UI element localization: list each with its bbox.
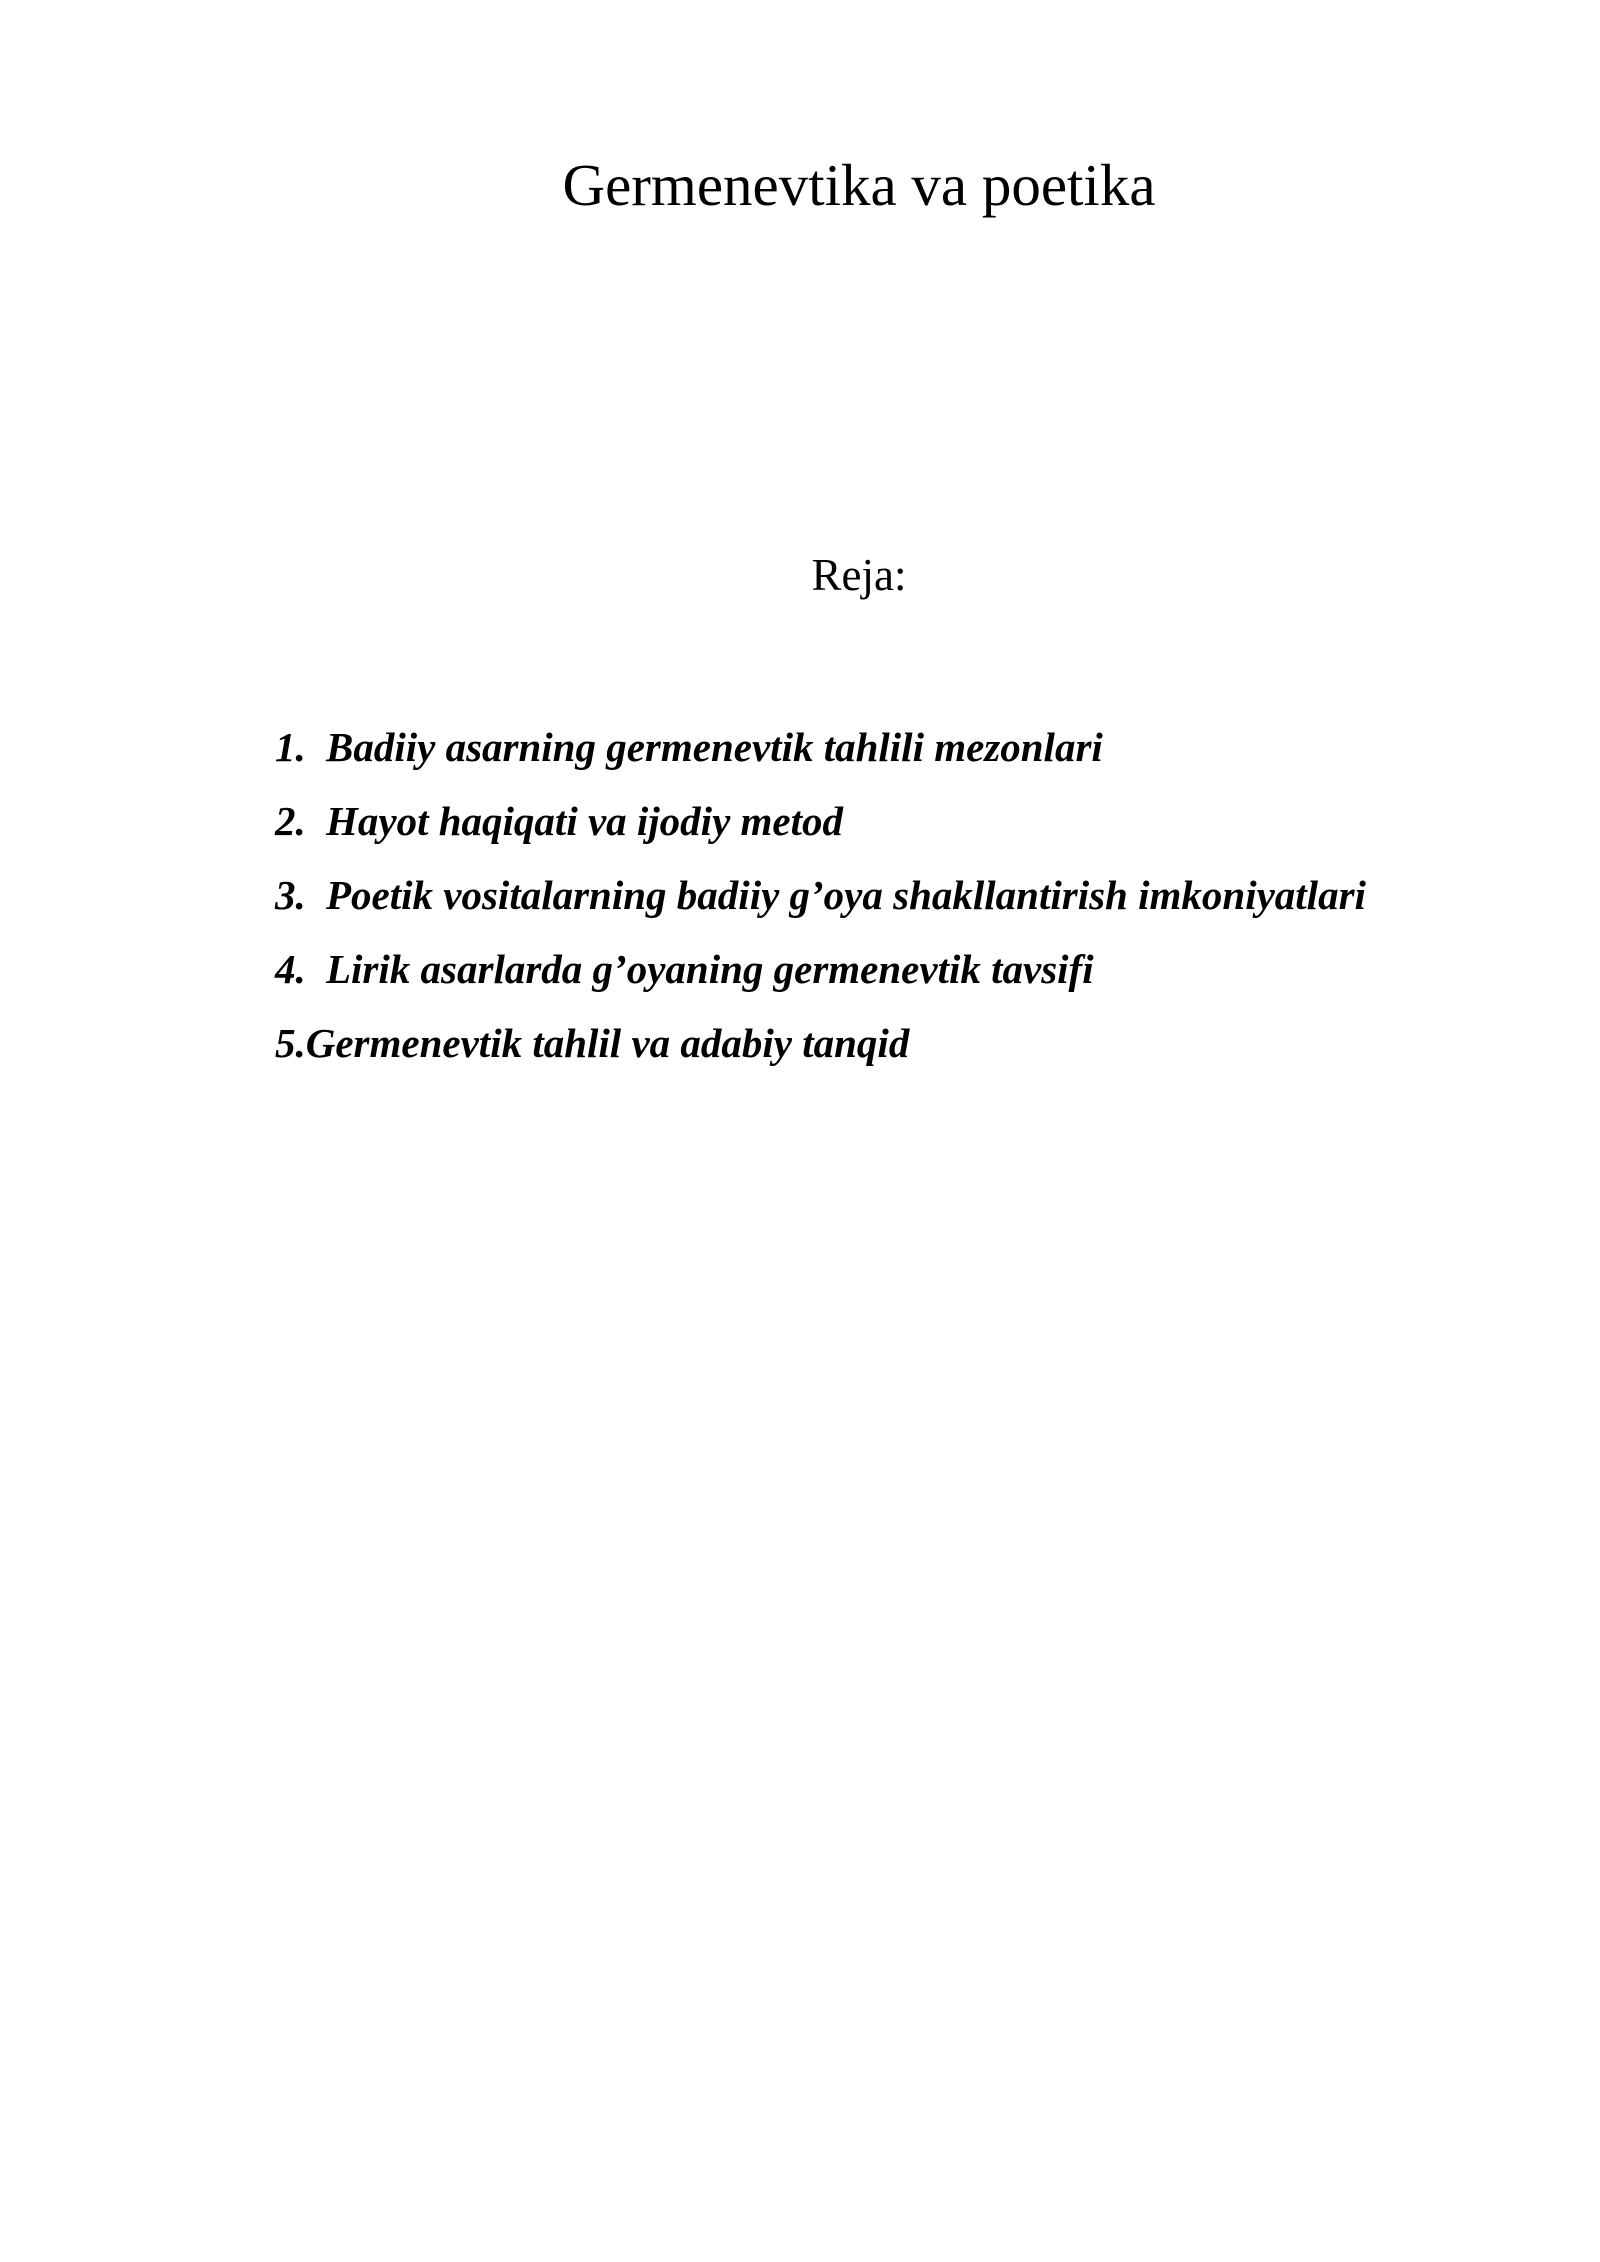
plan-item-4 <box>275 932 1575 1006</box>
plan-item-number: 2. <box>275 798 306 844</box>
plan-item-3 <box>275 858 1575 932</box>
plan-item-2 <box>275 784 1575 858</box>
document-title: Germenevtika va poetika <box>562 152 1156 218</box>
plan-list <box>275 710 1575 1080</box>
plan-item-text: Germenevtik tahlil va adabiy tanqid <box>305 1020 910 1066</box>
plan-item-number: 3. <box>275 872 306 918</box>
plan-item-text: Lirik asarlarda g’oyaning germenevtik tavsifi <box>326 946 1094 992</box>
plan-heading: Reja: <box>811 550 907 600</box>
plan-item-text: Poetik vositalarning badiiy g’oya shakllantirish imkoniyatlari <box>326 872 1366 918</box>
plan-item-number: 5. <box>275 1020 306 1066</box>
plan-item-5 <box>275 1006 1575 1080</box>
plan-item-text: Hayot haqiqati va ijodiy metod <box>326 798 844 844</box>
plan-item-number: 1. <box>275 724 306 770</box>
plan-item-1 <box>275 710 1575 784</box>
plan-item-text: Badiiy asarning germenevtik tahlili mezonlari <box>326 724 1103 770</box>
plan-item-number: 4. <box>275 946 306 992</box>
